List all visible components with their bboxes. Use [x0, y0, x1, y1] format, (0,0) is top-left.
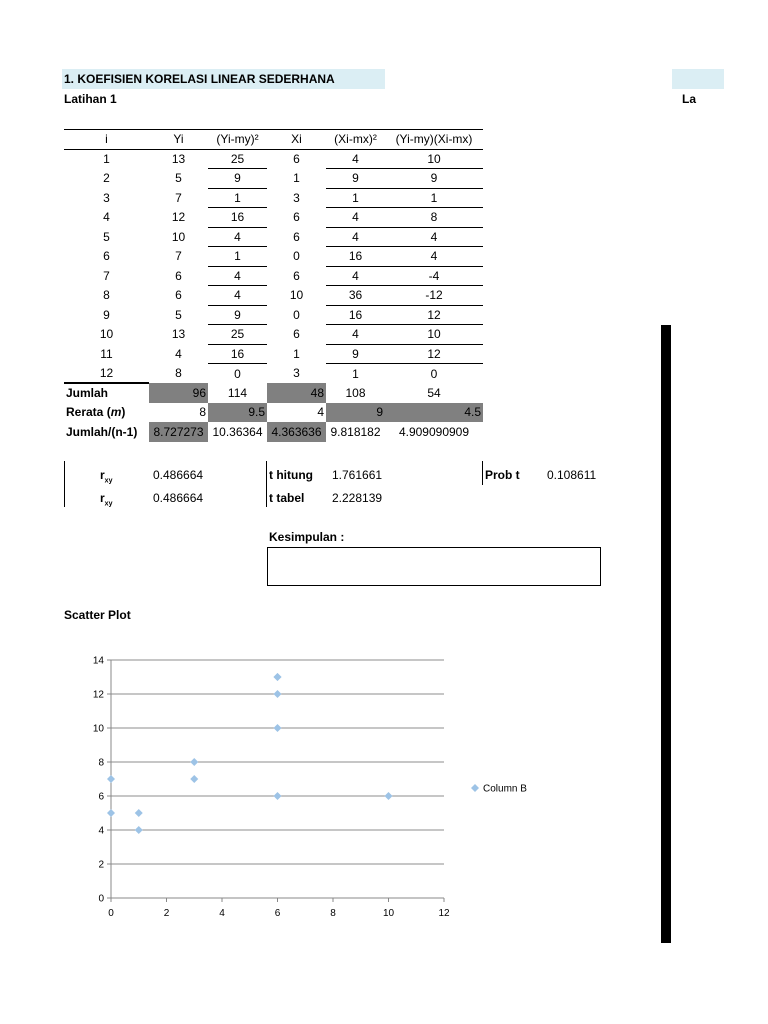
table-cell: 1 — [103, 152, 110, 166]
table-cell: 1 — [293, 171, 300, 186]
table-cell: 9 — [208, 305, 267, 325]
table-cell: 12 — [171, 210, 186, 225]
table-cell: 6 — [293, 268, 300, 283]
table-cell: 4 — [326, 266, 385, 286]
t-hitung-label: t hitung — [269, 468, 313, 482]
exercise-label: Latihan 1 — [64, 92, 117, 106]
summary-value: 54 — [427, 385, 441, 400]
table-cell: 0 — [293, 249, 300, 264]
table-cell: 5 — [175, 307, 182, 322]
table-header-row — [64, 130, 483, 150]
r-xy-value-2: 0.486664 — [153, 491, 204, 505]
table-cell: -4 — [385, 266, 483, 286]
table-cell: 6 — [293, 152, 300, 166]
data-point — [274, 690, 282, 698]
y-tick-label: 8 — [98, 757, 104, 769]
summary-value: 8 — [199, 405, 206, 420]
column-header: (Xi-mx)² — [326, 130, 385, 150]
y-tick-label: 10 — [92, 723, 104, 735]
summary-label: Rerata (m) — [66, 405, 126, 420]
data-point — [274, 792, 282, 800]
table-cell: 10 — [99, 327, 114, 342]
table-cell: 2 — [103, 171, 110, 186]
chart-title: Scatter Plot — [64, 608, 131, 622]
summary-value: 4.5 — [385, 403, 483, 423]
table-cell: 1 — [208, 188, 267, 208]
summary-row — [64, 403, 483, 423]
data-point — [107, 775, 115, 783]
table-row — [64, 266, 483, 286]
table-cell: 25 — [208, 149, 267, 169]
conclusion-input[interactable] — [267, 547, 601, 586]
table-cell: 3 — [293, 190, 300, 205]
table-cell: 13 — [171, 152, 186, 166]
table-cell: 6 — [103, 249, 110, 264]
page-title: 1. KOEFISIEN KORELASI LINEAR SEDERHANA — [64, 72, 335, 86]
data-point — [135, 809, 143, 817]
table-cell: 4 — [385, 247, 483, 267]
x-tick-label: 6 — [274, 908, 281, 919]
stats-mid-border — [266, 461, 267, 507]
table-cell: 8 — [385, 208, 483, 228]
table-row — [64, 227, 483, 247]
table-cell: 16 — [208, 344, 267, 364]
column-header: (Yi-my)(Xi-mx) — [385, 130, 483, 150]
column-header: Yi — [149, 130, 208, 150]
table-cell: 16 — [326, 305, 385, 325]
y-tick-label: 6 — [98, 791, 104, 803]
table-cell: 1 — [208, 247, 267, 267]
summary-value: 9.818182 — [330, 424, 381, 439]
summary-value: 4 — [317, 405, 324, 420]
table-row — [64, 149, 483, 169]
summary-value: 9.5 — [208, 403, 267, 423]
x-tick-label: 8 — [330, 908, 336, 919]
table-cell: 4 — [326, 208, 385, 228]
x-tick-label: 2 — [163, 908, 170, 919]
table-row — [64, 169, 483, 189]
y-tick-label: 12 — [92, 689, 104, 701]
table-row — [64, 364, 483, 384]
summary-value: 48 — [267, 383, 326, 403]
table-cell: 3 — [103, 190, 110, 205]
table-cell: 36 — [326, 286, 385, 306]
table-cell: 4 — [326, 227, 385, 247]
data-point — [385, 792, 393, 800]
table-cell: 13 — [171, 327, 186, 342]
table-cell: 9 — [326, 344, 385, 364]
column-header: (Yi-my)² — [208, 130, 267, 150]
prob-t-value: 0.108611 — [547, 468, 597, 482]
table-cell: 4 — [208, 286, 267, 306]
table-cell: 10 — [171, 229, 186, 244]
table-row — [64, 305, 483, 325]
table-cell: 10 — [385, 325, 483, 345]
table-cell: 12 — [385, 305, 483, 325]
correlation-table — [64, 129, 483, 442]
legend-marker — [471, 784, 479, 792]
summary-label: Jumlah — [64, 383, 149, 403]
table-cell: 16 — [326, 247, 385, 267]
r-xy-label-2: $r_{xy}$ — [100, 491, 113, 508]
table-cell: 5 — [175, 171, 182, 186]
table-cell: 11 — [100, 346, 113, 361]
summary-row — [64, 383, 483, 403]
table-cell: 0 — [234, 366, 241, 381]
table-row — [64, 286, 483, 306]
summary-value: 10.36364 — [212, 424, 263, 439]
table-cell: 6 — [293, 327, 300, 342]
table-cell: 4 — [175, 346, 182, 361]
table-cell: 9 — [103, 307, 110, 322]
x-tick-label: 4 — [219, 908, 225, 919]
table-cell: 9 — [208, 169, 267, 189]
table-row — [64, 344, 483, 364]
table-cell: 1 — [293, 346, 300, 361]
table-cell: -12 — [385, 286, 483, 306]
t-tabel-label: t tabel — [269, 491, 305, 505]
t-hitung-value: 1.761661 — [332, 468, 383, 482]
next-exercise-label: La — [682, 92, 697, 106]
summary-value: 108 — [345, 385, 366, 400]
stats-left-border — [64, 461, 65, 507]
table-row — [64, 247, 483, 267]
y-tick-label: 4 — [98, 825, 104, 837]
t-tabel-value: 2.228139 — [332, 491, 383, 505]
summary-value: 8.727273 — [149, 422, 208, 442]
table-cell: 25 — [208, 325, 267, 345]
summary-value: 114 — [227, 385, 248, 400]
table-row — [64, 325, 483, 345]
data-point — [274, 724, 282, 732]
table-cell: 6 — [175, 268, 182, 283]
table-cell: 4 — [326, 325, 385, 345]
data-point — [135, 826, 143, 834]
table-cell: 12 — [385, 344, 483, 364]
table-row — [64, 188, 483, 208]
table-cell: 1 — [385, 188, 483, 208]
table-cell: 6 — [293, 229, 300, 244]
data-point — [190, 775, 198, 783]
r-xy-value-1: 0.486664 — [153, 468, 204, 482]
table-cell: 6 — [175, 288, 182, 303]
table-row — [64, 208, 483, 228]
table-cell: 4 — [208, 266, 267, 286]
table-cell: 8 — [103, 288, 110, 303]
data-point — [107, 809, 115, 817]
y-tick-label: 14 — [92, 655, 104, 667]
prob-t-label: Prob t — [485, 468, 520, 482]
table-cell: 1 — [326, 188, 385, 208]
x-tick-label: 12 — [438, 908, 450, 919]
x-tick-label: 0 — [108, 908, 114, 919]
table-cell: 7 — [175, 190, 182, 205]
legend-label: Column B — [483, 783, 527, 795]
table-cell: 12 — [64, 364, 149, 384]
table-cell: 8 — [175, 366, 182, 381]
table-cell: 9 — [326, 169, 385, 189]
stats-right-border — [482, 461, 483, 485]
data-point — [190, 758, 198, 766]
table-cell: 6 — [293, 210, 300, 225]
summary-label: Jumlah/(n-1) — [66, 424, 138, 439]
table-cell: 16 — [208, 208, 267, 228]
table-cell: 7 — [175, 249, 182, 264]
table-cell: 1 — [352, 366, 359, 381]
table-cell: 10 — [289, 288, 304, 303]
summary-value: 96 — [149, 383, 208, 403]
next-title-band — [672, 69, 724, 89]
table-cell: 9 — [385, 169, 483, 189]
table-cell: 0 — [293, 307, 300, 322]
table-cell: 3 — [293, 366, 300, 381]
table-cell: 4 — [385, 227, 483, 247]
table-cell: 4 — [103, 210, 110, 225]
column-header: Xi — [267, 130, 326, 150]
x-tick-label: 10 — [382, 908, 395, 919]
summary-row — [64, 422, 483, 442]
table-cell: 4 — [208, 227, 267, 247]
scatter-chart — [80, 650, 560, 925]
table-cell: 5 — [103, 229, 110, 244]
table-cell: 0 — [430, 366, 438, 381]
y-tick-label: 2 — [98, 859, 104, 871]
data-point — [274, 673, 282, 681]
column-header: i — [64, 130, 149, 150]
summary-value: 4.909090909 — [398, 424, 470, 439]
table-cell: 10 — [385, 149, 483, 169]
conclusion-label: Kesimpulan : — [269, 530, 345, 544]
column-divider-bar — [661, 325, 671, 943]
summary-value: 9 — [326, 403, 385, 423]
table-cell: 7 — [103, 268, 110, 283]
table-cell: 4 — [326, 149, 385, 169]
y-tick-label: 0 — [98, 893, 104, 905]
r-xy-label-1: $r_{xy}$ — [100, 468, 113, 485]
mean-symbol: m — [110, 405, 122, 420]
summary-value: 4.363636 — [267, 422, 326, 442]
